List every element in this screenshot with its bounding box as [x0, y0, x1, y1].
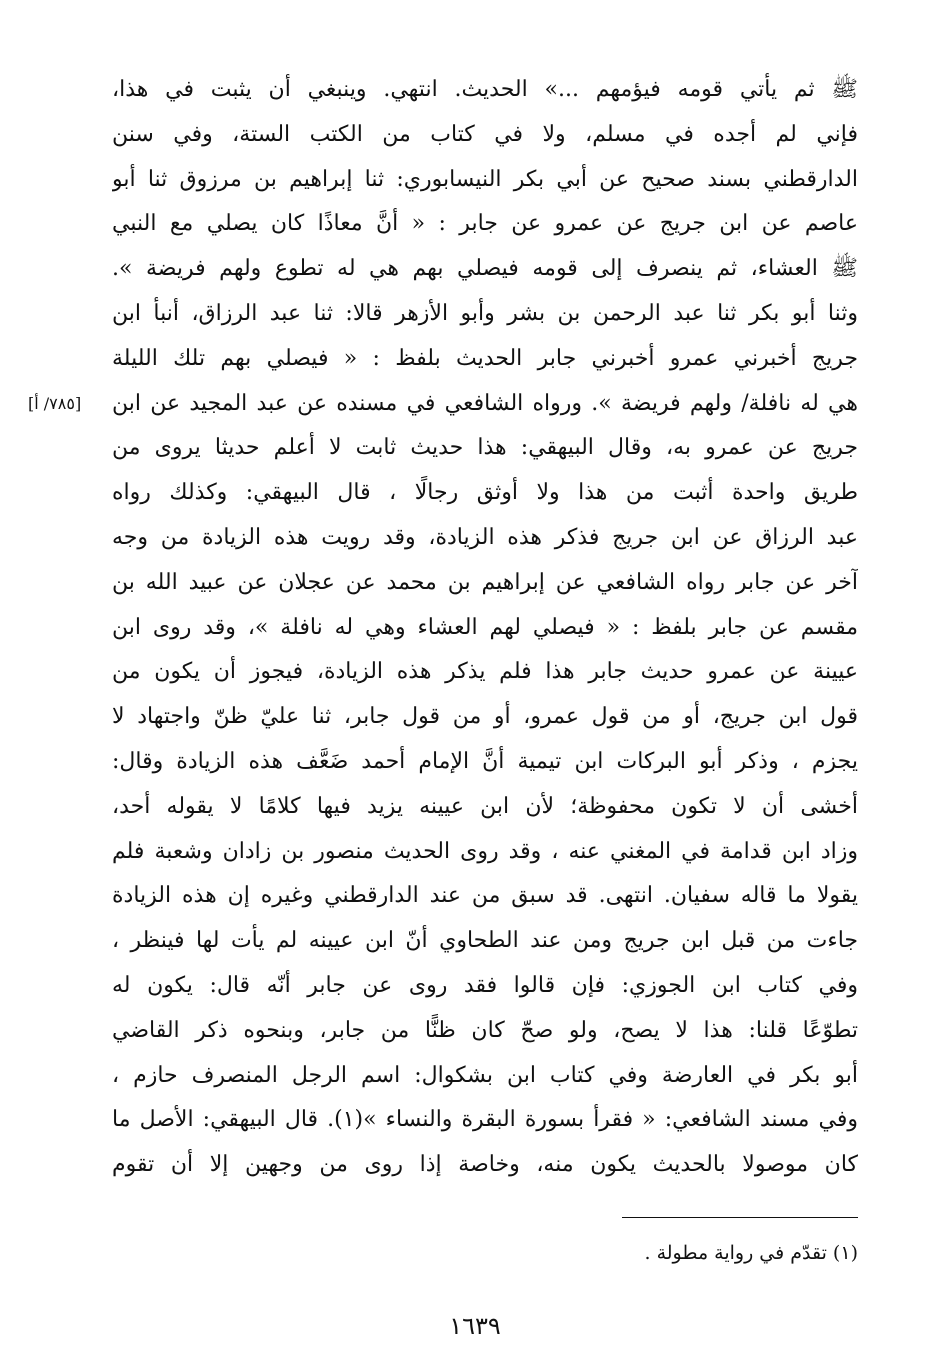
page-number: ١٦٣٩ [449, 1312, 501, 1340]
text-line: طريق واحدة أثبت من هذا ولا أوثق رجالًا ، قال البيهقي: وكذلك رواه [112, 480, 858, 506]
text-line: الدارقطني بسند صحيح عن أبي بكر النيسابوري: ثنا إبراهيم بن مرزوق ثنا أبو [112, 166, 858, 192]
text-line: وفي مسند الشافعي: « فقرأ بسورة البقرة والنساء »(١). قال البيهقي: الأصل ما [112, 1107, 858, 1133]
text-line: قول ابن جريج، أو من قول عمرو، أو من قول جابر، ثنا عليّ ظنّ واجتهاد لا [112, 704, 858, 730]
main-text [112, 68, 858, 1188]
text-line: عاصم عن ابن جريج عن عمرو عن جابر : « أنَّ معاذًا كان يصلي مع النبي [112, 211, 858, 237]
text-line: جريج أخبرني عمرو أخبرني جابر الحديث بلفظ : « فيصلي بهم تلك الليلة [112, 345, 858, 371]
text-line: عبد الرزاق عن ابن جريج فذكر هذه الزيادة، وقد رويت هذه الزيادة من وجه [112, 524, 858, 550]
text-line: وثنا أبو بكر ثنا عبد الرحمن بن بشر وأبو الأزهر قالا: ثنا عبد الرزاق، أنبأ ابن [112, 300, 858, 326]
text-line: ﷺ ثم يأتي قومه فيؤمهم ...» الحديث. انتهي. وينبغي أن يثبت في هذا، [112, 77, 858, 102]
footnote: (١) تقدّم في رواية مطولة . [644, 1242, 858, 1264]
text-line: يجزم ، وذكر أبو البركات ابن تيمية أنَّ الإمام أحمد ضَعَّف هذه الزيادة وقال: [112, 748, 858, 774]
text-line: يقولا ما قاله سفيان. انتهى. قد سبق من عند الدارقطني وغيره إن هذه الزيادة [112, 883, 858, 909]
text-line: ﷺ العشاء، ثم ينصرف إلى قومه فيصلي بهم هي له تطوع ولهم فريضة ». [112, 256, 858, 282]
text-line: وزاد ابن قدامة في المغني عنه ، وقد روى الحديث منصور بن زادان وشعبة فلم [112, 838, 858, 864]
text-line: فإني لم أجده في مسلم، ولا في كتاب من الكتب الستة، وفي سنن [112, 121, 858, 147]
text-line: جاءت من قبل ابن جريج ومن عند الطحاوي أنّ ابن عيينه لم يأت لها فينظر ، [112, 928, 858, 954]
text-line: آخر عن جابر رواه الشافعي عن إبراهيم بن محمد عن عجلان عن عبيد الله بن [112, 569, 858, 595]
text-line: وفي كتاب ابن الجوزي: فإن قالوا فقد روى عن جابر أنّه قال: يكون له [112, 972, 858, 998]
text-line: أبو بكر في العارضة وفي كتاب ابن بشكوال: اسم الرجل المنصرف حازم ، [112, 1062, 858, 1088]
text-line: جريج عن عمرو به، وقال البيهقي: هذا حديث ثابت لا أعلم حديثا يروى من [112, 435, 858, 461]
manuscript-folio-reference: [٧٨٥/ أ] [28, 394, 82, 413]
text-line: هي له نافلة/ ولهم فريضة ». ورواه الشافعي في مسنده عن عبد المجيد عن ابن [112, 390, 858, 416]
text-line: عيينة عن عمرو حديث جابر هذا فلم يذكر هذه الزيادة، فيجوز أن يكون من [112, 659, 858, 685]
text-line: تطوّعًا قلنا: هذا لا يصح، ولو صحّ كان ظنًّا من جابر، وبنحوه ذكر القاضي [112, 1017, 858, 1043]
text-line: أخشى أن لا تكون محفوظة؛ لأن ابن عيينه يزيد فيها كلامًا لا يقوله أحد، [112, 793, 858, 819]
text-line: مقسم عن جابر بلفظ : « فيصلي لهم العشاء وهي له نافلة »، وقد روى ابن [112, 614, 858, 640]
footnote-separator [622, 1217, 858, 1218]
text-line: كان موصولا بالحديث يكون منه، وخاصة إذا روى من وجهين إلا أن تقوم [112, 1152, 858, 1178]
